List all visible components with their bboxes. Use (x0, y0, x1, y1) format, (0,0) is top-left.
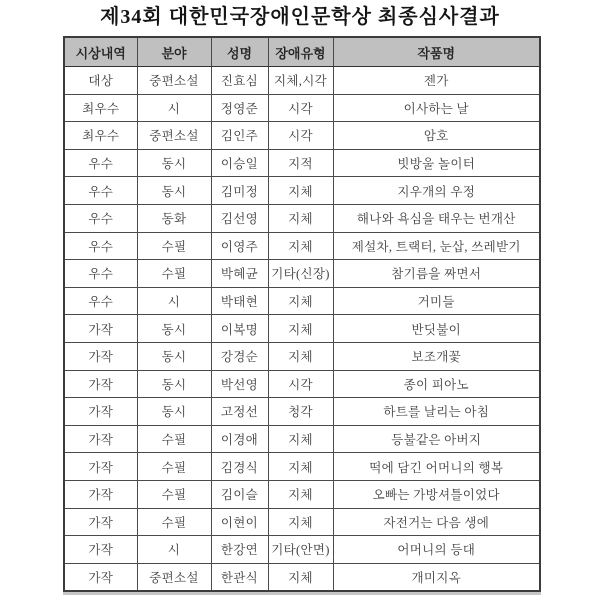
table-cell: 수필 (137, 508, 211, 536)
table-cell: 기타(안면) (268, 536, 333, 564)
table-cell: 시 (137, 94, 211, 122)
table-cell: 한강연 (211, 536, 268, 564)
table-cell: 중편소설 (137, 67, 211, 95)
table-cell: 우수 (64, 149, 137, 177)
table-row (64, 204, 540, 232)
table-row (64, 287, 540, 315)
table-cell: 우수 (64, 260, 137, 288)
table-cell: 지체 (268, 315, 333, 343)
table-cell: 수필 (137, 260, 211, 288)
table-cell: 박태현 (211, 287, 268, 315)
table-cell: 최우수 (64, 94, 137, 122)
table-cell: 개미지옥 (333, 563, 540, 591)
table-cell: 자전거는 다음 생에 (333, 508, 540, 536)
table-cell: 대상 (64, 67, 137, 95)
table-cell: 수필 (137, 425, 211, 453)
table-cell: 지체 (268, 342, 333, 370)
table-row (64, 67, 540, 95)
table-cell: 가작 (64, 536, 137, 564)
table-cell: 시 (137, 536, 211, 564)
table-body (64, 67, 540, 592)
table-cell: 우수 (64, 232, 137, 260)
table-cell: 우수 (64, 204, 137, 232)
table-cell: 지체 (268, 480, 333, 508)
table-row (64, 563, 540, 591)
header-row (64, 37, 540, 67)
table-cell: 지체 (268, 453, 333, 481)
table-cell: 고정선 (211, 398, 268, 426)
table-cell: 지우개의 우정 (333, 177, 540, 205)
table-cell: 종이 피아노 (333, 370, 540, 398)
table-cell: 오빠는 가방셔틀이었다 (333, 480, 540, 508)
table-row (64, 122, 540, 150)
table-cell: 암호 (333, 122, 540, 150)
table-row (64, 425, 540, 453)
table-row (64, 94, 540, 122)
table-cell: 등불같은 아버지 (333, 425, 540, 453)
table-cell: 동시 (137, 398, 211, 426)
page-title: 제34회 대한민국장애인문학상 최종심사결과 (100, 6, 500, 28)
table-row (64, 370, 540, 398)
table-cell: 중편소설 (137, 563, 211, 591)
table-cell: 정영준 (211, 94, 268, 122)
table-cell: 가작 (64, 398, 137, 426)
table-cell: 동시 (137, 370, 211, 398)
table-cell: 하트를 날리는 아침 (333, 398, 540, 426)
table-cell: 이영주 (211, 232, 268, 260)
column-header: 성명 (211, 37, 268, 67)
table-cell: 한관식 (211, 563, 268, 591)
column-header: 장애유형 (268, 37, 333, 67)
table-cell: 이경애 (211, 425, 268, 453)
table-row (64, 480, 540, 508)
table-cell: 반딧불이 (333, 315, 540, 343)
table-cell: 박혜균 (211, 260, 268, 288)
table-header (64, 37, 540, 67)
table-cell: 이승일 (211, 149, 268, 177)
table-row (64, 508, 540, 536)
awards-table (63, 36, 541, 592)
table-cell: 청각 (268, 398, 333, 426)
column-header: 작품명 (333, 37, 540, 67)
table-cell: 김인주 (211, 122, 268, 150)
table-cell: 제설차, 트랙터, 눈삽, 쓰레받기 (333, 232, 540, 260)
table-cell: 지체 (268, 425, 333, 453)
table-cell: 동시 (137, 149, 211, 177)
table-cell: 가작 (64, 508, 137, 536)
table-cell: 해나와 욕심을 태우는 번개산 (333, 204, 540, 232)
table-cell: 젠가 (333, 67, 540, 95)
table-cell: 가작 (64, 370, 137, 398)
table-cell: 동시 (137, 177, 211, 205)
table-cell: 수필 (137, 480, 211, 508)
table-cell: 김이슬 (211, 480, 268, 508)
table-cell: 지체 (268, 177, 333, 205)
table-cell: 시 (137, 287, 211, 315)
table-cell: 이복명 (211, 315, 268, 343)
table-row (64, 177, 540, 205)
table-cell: 가작 (64, 342, 137, 370)
table-row (64, 342, 540, 370)
table-cell: 거미들 (333, 287, 540, 315)
table-cell: 가작 (64, 563, 137, 591)
table-cell: 가작 (64, 480, 137, 508)
table-row (64, 398, 540, 426)
column-header: 분야 (137, 37, 211, 67)
table-cell: 가작 (64, 315, 137, 343)
table-cell: 수필 (137, 232, 211, 260)
table-row (64, 315, 540, 343)
table-cell: 지체 (268, 232, 333, 260)
table-cell: 지체 (268, 287, 333, 315)
table-cell: 김경식 (211, 453, 268, 481)
table-cell: 진효심 (211, 67, 268, 95)
table-cell: 지체 (268, 563, 333, 591)
column-header: 시상내역 (64, 37, 137, 67)
table-row (64, 232, 540, 260)
table-cell: 어머니의 등대 (333, 536, 540, 564)
table-cell: 수필 (137, 453, 211, 481)
table-cell: 지적 (268, 149, 333, 177)
table-cell: 기타(신장) (268, 260, 333, 288)
table-row (64, 260, 540, 288)
table-cell: 동시 (137, 315, 211, 343)
table-cell: 지체 (268, 204, 333, 232)
table-cell: 동시 (137, 342, 211, 370)
table-cell: 동화 (137, 204, 211, 232)
table-cell: 박선영 (211, 370, 268, 398)
table-row (64, 536, 540, 564)
table-cell: 빗방울 놀이터 (333, 149, 540, 177)
table-cell: 시각 (268, 370, 333, 398)
table-cell: 우수 (64, 177, 137, 205)
table-cell: 가작 (64, 425, 137, 453)
table-cell: 떡에 담긴 어머니의 행복 (333, 453, 540, 481)
table-cell: 지체 (268, 508, 333, 536)
table-cell: 참기름을 짜면서 (333, 260, 540, 288)
table-cell: 시각 (268, 122, 333, 150)
table-cell: 최우수 (64, 122, 137, 150)
table-cell: 시각 (268, 94, 333, 122)
table-cell: 지체,시각 (268, 67, 333, 95)
table-cell: 강경순 (211, 342, 268, 370)
table-cell: 가작 (64, 453, 137, 481)
table-cell: 중편소설 (137, 122, 211, 150)
table-cell: 우수 (64, 287, 137, 315)
table-cell: 김미정 (211, 177, 268, 205)
table-row (64, 149, 540, 177)
table-cell: 보조개꽃 (333, 342, 540, 370)
table-row (64, 453, 540, 481)
table-cell: 이현이 (211, 508, 268, 536)
table-cell: 이사하는 날 (333, 94, 540, 122)
table-cell: 김선영 (211, 204, 268, 232)
